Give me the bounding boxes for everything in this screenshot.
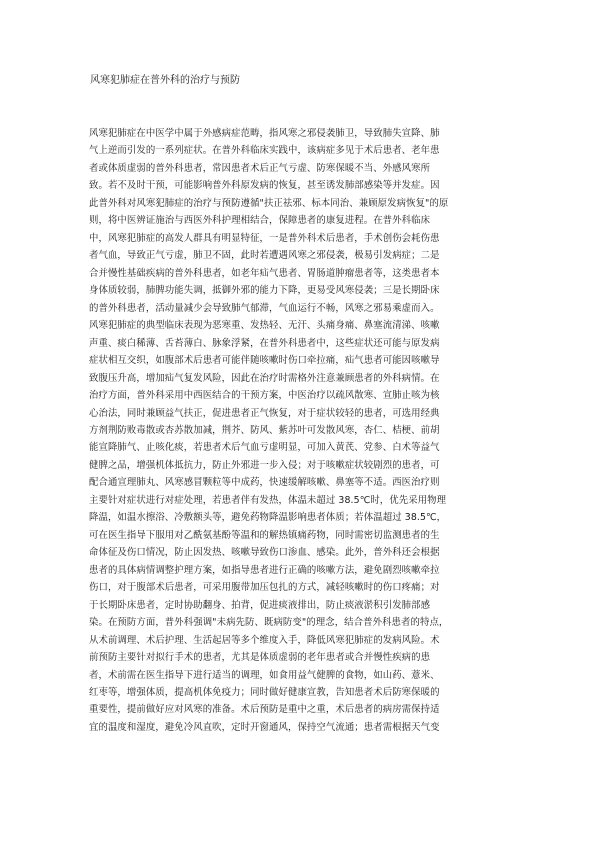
body-line: 降温，如温水擦浴、冷敷额头等，避免药物降温影响患者体质；若体温超过 38.5℃， bbox=[89, 512, 447, 524]
body-line: 风寒犯肺症的典型临床表现为恶寒重、发热轻、无汗、头痛身痛、鼻塞流清涕、咳嗽 bbox=[89, 320, 440, 332]
body-line: 命体征及伤口情况，防止因发热、咳嗽导致伤口渗血、感染。此外，普外科还会根据 bbox=[89, 547, 440, 559]
body-line: 症状相互交织，如腹部术后患者可能伴随咳嗽时伤口牵拉痛，疝气患者可能因咳嗽导 bbox=[89, 355, 440, 367]
body-line: 前预防主要针对拟行手术的患者，尤其是体质虚弱的老年患者或合并慢性疾病的患 bbox=[89, 652, 431, 664]
body-line: 则，将中医辨证施治与西医外科护理相结合，保障患者的康复进程。在普外科临床 bbox=[89, 215, 431, 227]
body-line: 者或体质虚弱的普外科患者，常因患者术后正气亏虚、防寒保暖不当、外感风寒所 bbox=[89, 162, 431, 174]
body-line: 染。在预防方面，普外科强调"未病先防、既病防变"的理念，结合普外科患者的特点， bbox=[89, 617, 449, 629]
body-line: 从术前调理、术后护理、生活起居等多个维度入手，降低风寒犯肺症的发病风险。术 bbox=[89, 634, 440, 646]
body-line: 配合通宣理肺丸、风寒感冒颗粒等中成药，快速缓解咳嗽、鼻塞等不适。西医治疗则 bbox=[89, 477, 440, 489]
body-line: 者气血，导致正气亏虚，肺卫不固，此时若遭遇风寒之邪侵袭，极易引发病症；二是 bbox=[89, 250, 440, 262]
body-line: 伤口，对于腹部术后患者，可采用腹带加压包扎的方式，减轻咳嗽时的伤口疼痛；对 bbox=[89, 582, 440, 594]
body-line: 主要针对症状进行对症处理，若患者伴有发热，体温未超过 38.5℃时，优先采用物理 bbox=[89, 494, 447, 506]
body-line: 此普外科对风寒犯肺症的治疗与预防遵循"扶正祛邪、标本同治、兼顾原发病恢复"的原 bbox=[89, 197, 449, 209]
body-line: 中，风寒犯肺症的高发人群具有明显特征，一是普外科术后患者，手术创伤会耗伤患 bbox=[89, 232, 440, 244]
body-line: 气上逆而引发的一系列症状。在普外科临床实践中，该病症多见于术后患者、老年患 bbox=[89, 145, 440, 157]
body-line: 红枣等，增强体质，提高机体免疫力；同时做好健康宣教，告知患者术后防寒保暖的 bbox=[89, 687, 440, 698]
body-line: 方剂荆防败毒散或杏苏散加减，荆芥、防风、紫苏叶可发散风寒，杏仁、桔梗、前胡 bbox=[89, 424, 440, 436]
body-line: 声重、痰白稀薄、舌苔薄白、脉象浮紧，在普外科患者中，这些症状还可能与原发病 bbox=[89, 337, 440, 349]
body-line: 致。若不及时干预，可能影响普外科原发病的恢复，甚至诱发肺部感染等并发症。因 bbox=[89, 180, 440, 192]
body-line: 健脾之品，增强机体抵抗力，防止外邪进一步入侵；对于咳嗽症状较剧烈的患者，可 bbox=[89, 459, 440, 471]
body-line: 心治法，同时兼顾益气扶正，促进患者正气恢复，对于症状较轻的患者，可选用经典 bbox=[89, 407, 440, 419]
body-line: 的普外科患者，活动量减少会导致肺气郁滞，气血运行不畅，风寒之邪易乘虚而入。 bbox=[89, 302, 440, 314]
body-line: 患者的具体病情调整护理方案，如指导患者进行正确的咳嗽方法，避免剧烈咳嗽牵拉 bbox=[89, 564, 440, 576]
body-line: 致腹压升高，增加疝气复发风险，因此在治疗时需格外注意兼顾患者的外科病情。在 bbox=[89, 372, 440, 384]
body-line: 治疗方面，普外科采用中西医结合的干预方案，中医治疗以疏风散寒、宣肺止咳为核 bbox=[89, 390, 440, 402]
document-title: 风寒犯肺症在普外科的治疗与预防 bbox=[90, 75, 240, 86]
body-line: 能宣降肺气、止咳化痰，若患者术后气血亏虚明显，可加入黄芪、党参、白术等益气 bbox=[89, 442, 440, 454]
body-line: 可在医生指导下服用对乙酰氨基酚等温和的解热镇痛药物，同时需密切监测患者的生 bbox=[89, 529, 440, 541]
body-line: 风寒犯肺症在中医学中属于外感病症范畴，指风寒之邪侵袭肺卫，导致肺失宣降、肺 bbox=[89, 128, 440, 139]
document-body bbox=[89, 125, 507, 736]
body-line: 重要性，提前做好应对风寒的准备。术后预防是重中之重，术后患者的病房需保持适 bbox=[89, 704, 440, 716]
body-line: 合并慢性基础疾病的普外科患者，如老年疝气患者、胃肠道肿瘤患者等，这类患者本 bbox=[89, 267, 440, 279]
body-line: 于长期卧床患者，定时协助翻身、拍背，促进痰液排出，防止痰液淤积引发肺部感 bbox=[89, 599, 431, 611]
body-line: 者，术前需在医生指导下进行适当的调理，如食用益气健脾的食物，如山药、薏米、 bbox=[89, 669, 440, 681]
body-line: 宜的温度和湿度，避免冷风直吹，定时开窗通风，保持空气流通；患者需根据天气变 bbox=[89, 721, 440, 733]
body-line: 身体质较弱，肺脾功能失调，抵御外邪的能力下降，更易受风寒侵袭；三是长期卧床 bbox=[89, 285, 440, 297]
